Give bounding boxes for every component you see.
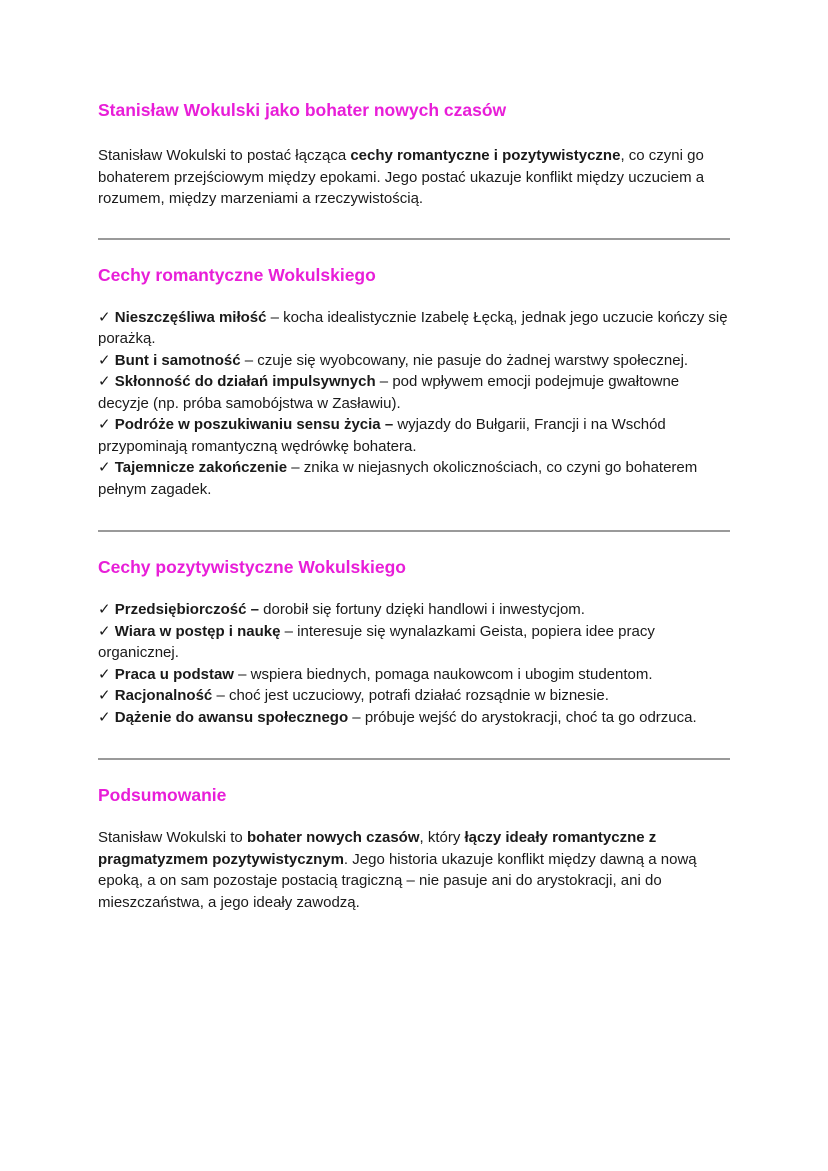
summary-paragraph: [98, 827, 730, 913]
positivist-traits-list: [98, 599, 730, 728]
trait-term: Wiara w postęp i naukę: [114, 622, 281, 640]
list-item: [98, 307, 730, 350]
divider-1: [98, 238, 730, 240]
trait-term: Racjonalność: [114, 687, 213, 704]
summary-text-bold-2: łączy ideały romantyczne z pragmatyzmem pozytywistycznym: [98, 829, 657, 868]
list-item: [98, 371, 730, 414]
list-item: [98, 457, 730, 500]
trait-text: – interesuje się wynalazkami Geista, popiera idee pracy organicznej.: [98, 622, 655, 661]
trait-text: – wspiera biednych, pomaga naukowcom i ubogim studentom.: [233, 665, 653, 683]
document-page: [98, 96, 730, 913]
romantic-traits-list: [98, 307, 730, 501]
summary-text-e: . Jego historia ukazuje konflikt między dawną a nową epoką, a on sam pozostaje postacią tragiczną – nie pasuje ani do arystokracji, ani do mieszczaństwa, a jego ideały zawodzą.: [98, 850, 697, 911]
trait-text: – czuje się wyobcowany, nie pasuje do żadnej warstwy społecznej.: [240, 351, 689, 369]
list-item: [98, 664, 730, 686]
trait-text: wyjazdy do Bułgarii, Francji i na Wschód przypominają romantyczną wędrówkę bohatera.: [98, 416, 666, 455]
section-title-romantic: Cechy romantyczne Wokulskiego: [98, 264, 376, 285]
trait-term: Przedsiębiorczość –: [114, 601, 259, 618]
list-item: [98, 350, 730, 372]
trait-text: – pod wpływem emocji podejmuje gwałtowne decyzje (np. próba samobójstwa w Zasławiu).: [98, 373, 680, 412]
trait-term: Tajemnicze zakończenie: [114, 459, 288, 476]
check-icon: ✓: [98, 416, 111, 433]
trait-text: dorobił się fortuny dzięki handlowi i inwestycjom.: [258, 601, 585, 618]
list-item: [98, 599, 730, 621]
list-item: [98, 621, 730, 664]
check-icon: ✓: [98, 622, 111, 640]
trait-term: Bunt i samotność: [114, 351, 241, 369]
check-icon: ✓: [98, 373, 111, 390]
check-icon: ✓: [98, 308, 111, 326]
trait-term: Praca u podstaw: [114, 665, 234, 683]
list-item: [98, 685, 730, 707]
summary-text-a: Stanisław Wokulski to: [98, 829, 247, 846]
intro-text-bold: cechy romantyczne i pozytywistyczne: [350, 147, 621, 164]
divider-3: [98, 758, 730, 760]
intro-paragraph: [98, 145, 730, 210]
summary-text-bold-1: bohater nowych czasów: [246, 829, 420, 846]
section-title-summary: Podsumowanie: [98, 785, 227, 805]
check-icon: ✓: [98, 687, 111, 704]
list-item: [98, 707, 730, 729]
check-icon: ✓: [98, 665, 111, 683]
trait-text: – znika w niejasnych okolicznościach, co czyni go bohaterem pełnym zagadek.: [98, 459, 698, 498]
trait-term: Skłonność do działań impulsywnych: [114, 373, 376, 390]
divider-2: [98, 530, 730, 532]
check-icon: ✓: [98, 351, 111, 369]
trait-term: Nieszczęśliwa miłość: [114, 308, 267, 326]
check-icon: ✓: [98, 601, 111, 618]
trait-text: – próbuje wejść do arystokracji, choć ta go odrzuca.: [348, 708, 697, 726]
intro-text-a: Stanisław Wokulski to postać łącząca: [98, 147, 351, 164]
check-icon: ✓: [98, 459, 111, 476]
trait-text: – kocha idealistycznie Izabelę Łęcką, jednak jego uczucie kończy się porażką.: [98, 308, 728, 347]
trait-term: Podróże w poszukiwaniu sensu życia –: [114, 416, 394, 433]
list-item: [98, 414, 730, 457]
intro-text-c: , co czyni go bohaterem przejściowym między epokami. Jego postać ukazuje konflikt między uczuciem a rozumem, między marzeniami a rzeczywistością.: [98, 147, 705, 207]
summary-text-c: , który: [419, 829, 465, 846]
trait-text: – choć jest uczuciowy, potrafi działać rozsądnie w biznesie.: [212, 687, 609, 704]
trait-term: Dążenie do awansu społecznego: [114, 708, 349, 726]
section-title-intro: Stanisław Wokulski jako bohater nowych czasów: [98, 100, 507, 120]
check-icon: ✓: [98, 708, 111, 726]
section-title-positivist: Cechy pozytywistyczne Wokulskiego: [98, 557, 406, 577]
